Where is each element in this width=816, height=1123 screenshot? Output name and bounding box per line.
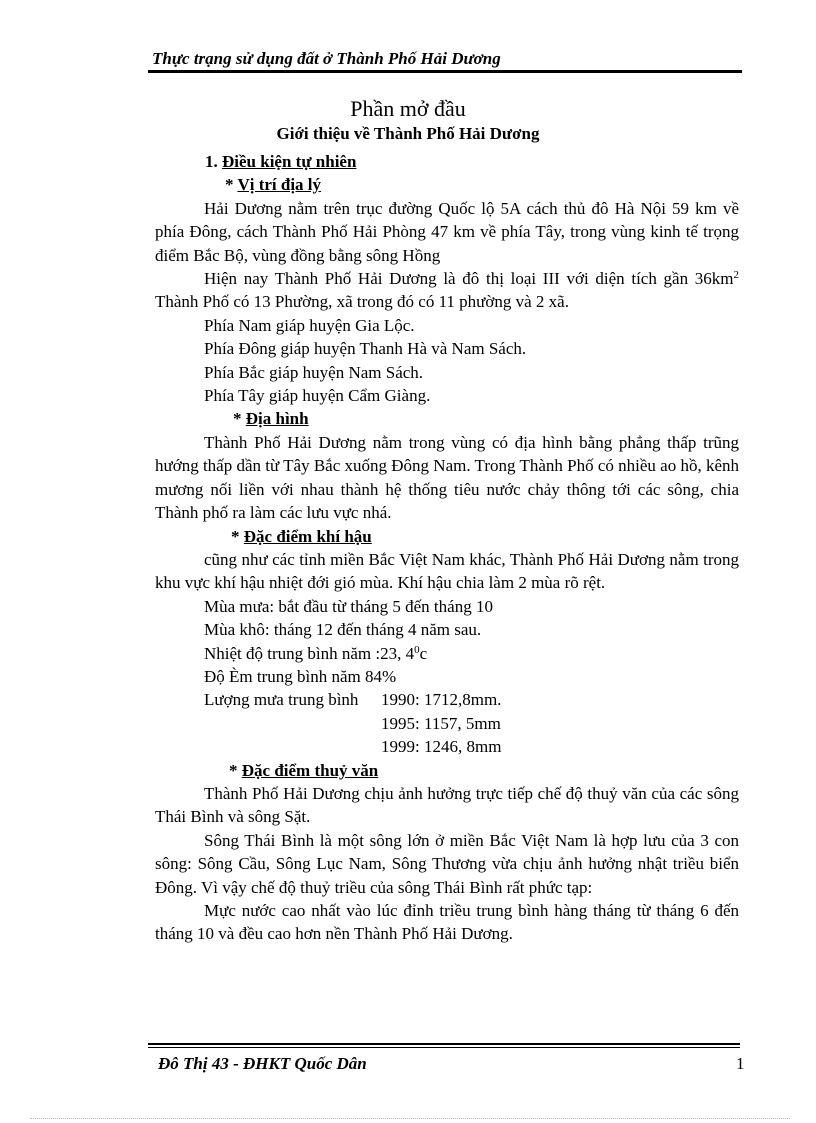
subheading-khihau: * Đặc điểm khí hậu [231,526,372,546]
running-header: Thực trạng sử dụng đất ở Thành Phố Hải Dương [152,49,501,68]
paragraph: Sông Thái Bình là một sông lớn ở miền Bắc Việt Nam là hợp lưu của 3 con sông: Sông Cầu, Sông Lục Nam, Sông Thương vừa chịu ảnh hưởng nhật triều biển Đông. Vì vậy chế độ thuỷ triều của sông Thái Bình rất phức tạp: [155,830,739,897]
page-number: 1 [736,1054,745,1073]
paragraph: Phía Đông giáp huyện Thanh Hà và Nam Sách. [204,339,527,359]
page-edge-divider [30,1118,790,1119]
paragraph: Mùa mưa: bắt đầu từ tháng 5 đến tháng 10 [204,596,493,616]
paragraph-text: c [419,643,428,663]
superscript: 2 [733,269,739,282]
paragraph: Độ Èm trung bình năm 84% [204,666,397,686]
subheading-label: Đặc điểm khí hậu [243,526,372,546]
superscript: 0 [414,643,420,656]
rainfall-label: Lượng mưa trung bình [204,690,359,710]
paragraph: Phía Nam giáp huyện Gia Lộc. [204,315,415,335]
paragraph-text: Thành Phố có 13 Phường, xã trong đó có 11 phường và 2 xã. [155,292,569,312]
paragraph [155,642,739,665]
subheading-thuyvan: * Đặc điểm thuỷ văn [229,760,379,780]
subheading-vitri: * Vị trí địa lý [225,175,322,195]
footer-rule [148,1043,740,1045]
document-body [155,150,739,946]
page-subtitle: Giới thiệu về Thành Phố Hải Dương [276,124,540,143]
rainfall-row [155,735,739,758]
rainfall-row [155,712,739,735]
paragraph: cũng như các tỉnh miền Bắc Việt Nam khác, Thành Phố Hải Dương nằm trong khu vực khí hậu nhiệt đới gió mùa. Khí hậu chia làm 2 mùa rõ rệt. [155,549,739,593]
rainfall-row [155,688,739,711]
section-number: 1. [205,152,218,171]
footer-rule [148,1047,740,1048]
subheading-label: Vị trí địa lý [237,175,322,195]
paragraph: Thành Phố Hải Dương nằm trong vùng có địa hình bằng phẳng thấp trũng hướng thấp dần từ Tây Bắc xuống Đông Nam. Trong Thành Phố có nhiều ao hồ, kênh mương nối liền với nhau thành hệ thống tiêu nước chảy thông tới các sông, chia Thành phố ra làm các lưu vực nhá. [155,432,739,523]
rainfall-value: 1990: 1712,8mm. [381,690,502,710]
section-title: Điều kiện tự nhiên [222,152,357,171]
paragraph: Thành Phố Hải Dương chịu ảnh hưởng trực tiếp chế độ thuỷ văn của các sông Thái Bình và sông Sặt. [155,783,739,827]
section-heading [155,150,739,173]
page-title: Phần mở đầu [350,96,466,121]
paragraph: Phía Bắc giáp huyện Nam Sách. [204,362,424,382]
paragraph-text: Hiện nay Thành Phố Hải Dương là đô thị loại III với diện tích gần 36km [204,269,734,289]
subheading-label: Địa hình [245,409,309,429]
subheading-label: Đặc điểm thuỷ văn [241,760,379,780]
subheading-diahinh: * Địa hình [233,409,309,429]
paragraph-text: Nhiệt độ trung bình năm :23, 4 [204,643,415,663]
running-footer: Đô Thị 43 - ĐHKT Quốc Dân [158,1054,367,1073]
paragraph [155,267,739,314]
paragraph: Phía Tây giáp huyện Cẩm Giàng. [204,386,431,406]
paragraph: Mực nước cao nhất vào lúc đỉnh triều trung bình hàng tháng từ tháng 6 đến tháng 10 và đều cao hơn nền Thành Phố Hải Dương. [155,901,739,944]
rainfall-value: 1999: 1246, 8mm [381,737,502,757]
header-rule [148,70,742,73]
rainfall-value: 1995: 1157, 5mm [381,713,501,733]
paragraph: Mùa khô: tháng 12 đến tháng 4 năm sau. [204,620,482,640]
paragraph: Hải Dương nằm trên trục đường Quốc lộ 5A cách thủ đô Hà Nội 59 km về phía Đông, cách Thành Phố Hải Phòng 47 km về phía Tây, trong vùng kinh tế trọng điểm Bắc Bộ, vùng đồng bằng sông Hồng [155,198,739,265]
